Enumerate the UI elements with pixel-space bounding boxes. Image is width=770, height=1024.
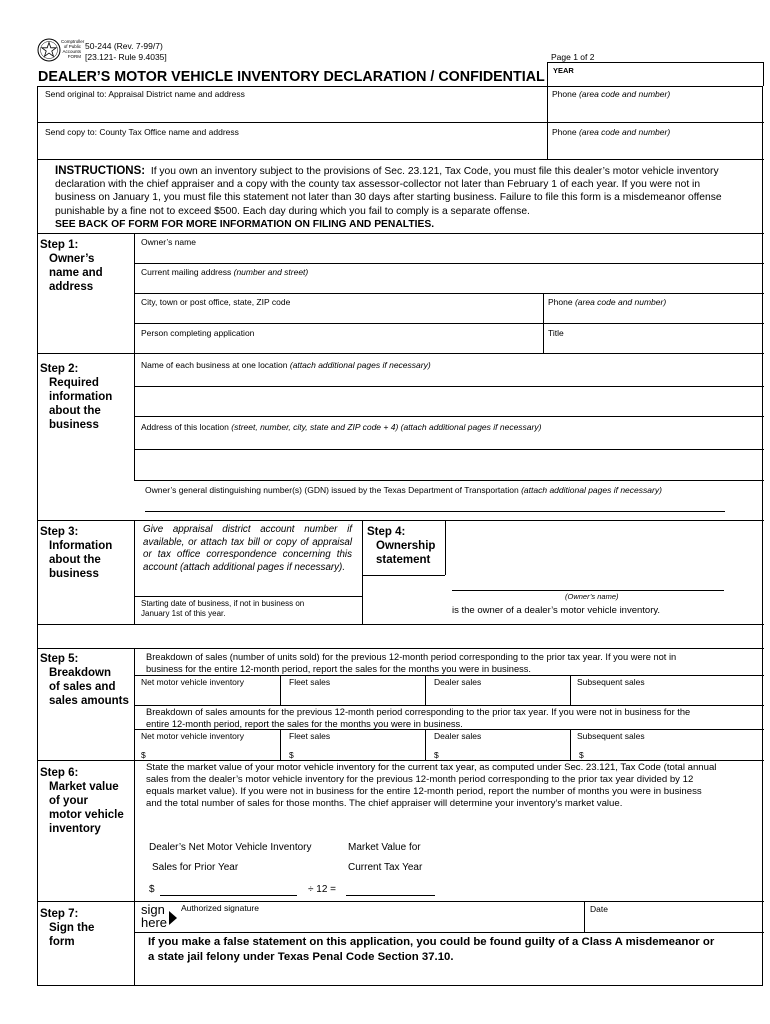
step6-heading <box>40 766 124 836</box>
phone-text: Phone <box>552 127 577 137</box>
paragraph-line: equals market value). If you were not in business for the entire 12-month period, report the number of months you were in business <box>146 786 702 797</box>
seal-line: of Public <box>63 44 81 49</box>
form-title: DEALER’S MOTOR VEHICLE INVENTORY DECLARATION / CONFIDENTIAL <box>38 69 545 85</box>
step-title: Step 7: <box>40 908 79 920</box>
paragraph-line: Breakdown of sales (number of units sold) for the previous 12-month period corresponding to the prior tax year. If you were not in <box>146 652 677 662</box>
step-line: Required <box>49 377 99 389</box>
false-statement-warning <box>148 935 714 964</box>
units-net-inventory-label: Net motor vehicle inventory <box>141 677 244 687</box>
step-title: Step 6: <box>40 767 79 779</box>
year-label: YEAR <box>553 66 574 75</box>
step1-heading <box>40 238 103 294</box>
starting-date-field[interactable] <box>260 598 360 622</box>
step5-heading <box>40 652 129 708</box>
units-subsequent-sales-label: Subsequent sales <box>577 677 645 687</box>
business-name-label <box>141 360 431 370</box>
city-state-zip-field[interactable] <box>137 308 541 322</box>
units-fleet-sales-label: Fleet sales <box>289 677 331 687</box>
sales-amounts-instructions <box>146 706 690 730</box>
net-inventory-sales-label <box>149 838 312 878</box>
paragraph-line: State the market value of your motor vehicle inventory for the current tax year, as computed under Sec. 23.121, Tax Code (total annual <box>146 762 717 773</box>
prior-year-sales-field[interactable] <box>160 881 297 895</box>
title-label: Title <box>548 328 564 338</box>
date-label: Date <box>590 904 608 914</box>
dollar-sign: $ <box>434 750 439 760</box>
gdn-hint: (attach additional pages if necessary) <box>521 485 662 495</box>
seal-line: FORM <box>67 54 81 59</box>
owners-name-field[interactable] <box>137 248 761 262</box>
step-line: Owner’s <box>49 253 95 265</box>
paragraph-line: and the total number of sales for those months. The chief appraiser will determine your inventory’s market value. <box>146 798 623 809</box>
mailing-address-field[interactable] <box>137 278 761 292</box>
step-title: Step 5: <box>40 653 79 665</box>
step-line: of sales and <box>49 681 116 693</box>
owner-name-statement-field[interactable] <box>452 572 724 589</box>
location-address-label <box>141 422 541 432</box>
step-line: sales amounts <box>49 695 129 707</box>
step4-heading <box>367 525 435 567</box>
ownership-statement-text: is the owner of a dealer’s motor vehicle inventory. <box>452 605 661 616</box>
amount-dealer-sales-field[interactable] <box>441 743 568 759</box>
amount-subsequent-sales-field[interactable] <box>586 743 762 759</box>
see-back-notice: SEE BACK OF FORM FOR MORE INFORMATION ON FILING AND PENALTIES. <box>55 218 435 230</box>
owners-name-label: Owner’s name <box>141 237 196 247</box>
starting-date-line: January 1st of this year. <box>141 609 226 618</box>
mailing-text: Current mailing address <box>141 267 232 277</box>
step-line: name and <box>49 267 103 279</box>
step-line: business <box>49 568 99 580</box>
sales-units-instructions <box>146 651 676 675</box>
sign-here-marker <box>141 903 167 929</box>
step-title: Step 2: <box>40 363 79 375</box>
market-value-label <box>348 838 422 878</box>
amount-fleet-sales-label: Fleet sales <box>289 731 331 741</box>
year-field[interactable] <box>548 63 764 86</box>
location-address-text: Address of this location <box>141 422 229 432</box>
account-number-instructions: Give appraisal district account number if available, or attach tax bill or copy of appraisal or tax office correspondence concerning this account (attach additional pages if necessary). <box>143 524 352 573</box>
step-line: statement <box>376 554 431 566</box>
amount-net-inventory-field[interactable] <box>148 743 278 759</box>
business-name-text: Name of each business at one location <box>141 360 288 370</box>
comptroller-seal-icon <box>37 38 61 62</box>
sign-text: sign <box>141 902 165 917</box>
units-dealer-sales-label: Dealer sales <box>434 677 482 687</box>
step-line: Ownership <box>376 540 436 552</box>
step-line: Breakdown <box>49 667 111 679</box>
dollar-sign: $ <box>141 750 146 760</box>
dollar-sign: $ <box>289 750 294 760</box>
step-line: Market value <box>49 781 119 793</box>
starting-date-line: Starting date of business, if not in business on <box>141 599 305 608</box>
rule-reference: [23.121- Rule 9.4035] <box>85 52 167 62</box>
step7-heading <box>40 907 94 949</box>
page-number: Page 1 of 2 <box>551 52 595 62</box>
arrow-right-icon <box>169 911 177 925</box>
divide-by-twelve: ÷ 12 = <box>308 884 337 895</box>
step-line: business <box>49 419 99 431</box>
phone-hint: (area code and number) <box>574 297 667 307</box>
amount-fleet-sales-field[interactable] <box>296 743 423 759</box>
step-line: motor vehicle <box>49 809 124 821</box>
phone-hint: (area code and number) <box>578 89 671 99</box>
mailing-address-label <box>141 267 308 277</box>
units-dealer-sales-field[interactable] <box>428 688 568 704</box>
city-state-zip-label: City, town or post office, state, ZIP code <box>141 297 291 307</box>
seal-caption <box>61 39 85 59</box>
send-original-phone-label <box>552 89 670 99</box>
send-copy-label: Send copy to: County Tax Office name and address <box>45 127 239 137</box>
step1-phone-label <box>548 297 666 307</box>
units-subsequent-sales-field[interactable] <box>573 688 762 704</box>
person-completing-field[interactable] <box>137 339 541 352</box>
form-number: 50-244 (Rev. 7-99/7) <box>85 41 163 51</box>
send-original-label: Send original to: Appraisal District name and address <box>45 89 245 99</box>
location-address-field[interactable] <box>137 450 761 478</box>
label-line: Dealer’s Net Motor Vehicle Inventory <box>149 842 312 853</box>
send-copy-phone-label <box>552 127 670 137</box>
step-line: about the <box>49 554 101 566</box>
business-name-hint: (attach additional pages if necessary) <box>289 360 431 370</box>
seal-line: Accounts <box>62 49 81 54</box>
label-line: Market Value for <box>348 842 421 853</box>
amount-net-inventory-label: Net motor vehicle inventory <box>141 731 244 741</box>
here-text: here <box>141 915 168 930</box>
phone-text: Phone <box>552 89 577 99</box>
appraisal-district-field[interactable] <box>40 100 545 120</box>
mailing-hint: (number and street) <box>233 267 309 277</box>
step-line: Information <box>49 540 113 552</box>
phone-text: Phone <box>548 297 573 307</box>
warning-line: a state jail felony under Texas Penal Code Section 37.10. <box>148 950 454 963</box>
instructions-text: If you own an inventory subject to the provisions of Sec. 23.121, Tax Code, you must file this dealer’s motor vehicle inventory declaration with the chief appraiser and a copy with the county tax assessor-collector not later than February 1 of each year. If you were not in business on January 1, you must file this statement not later than 30 days after starting business. Failure to file this form is a misdemeanor offense punishable by a fine not to exceed $500. Each day during which you fail to comply is a separate offense. <box>55 166 722 217</box>
step-line: information <box>49 391 113 403</box>
label-line: Sales for Prior Year <box>152 862 239 873</box>
step-line: of your <box>49 795 88 807</box>
step2-heading <box>40 362 112 432</box>
step-title: Step 3: <box>40 526 79 538</box>
date-field[interactable] <box>587 914 762 930</box>
step1-phone-field[interactable] <box>546 308 761 322</box>
step-line: about the <box>49 405 101 417</box>
authorized-signature-label: Authorized signature <box>181 903 259 913</box>
authorized-signature-field[interactable] <box>180 914 582 930</box>
dollar-sign: $ <box>579 750 584 760</box>
step-line: Sign the <box>49 922 95 934</box>
dollar-sign: $ <box>149 884 155 895</box>
step-line: inventory <box>49 823 101 835</box>
location-address-hint: (street, number, city, state and ZIP code + 4) (attach additional pages if necessary) <box>231 422 542 432</box>
seal-line: Comptroller <box>61 39 85 44</box>
phone-hint: (area code and number) <box>578 127 671 137</box>
business-name-field[interactable] <box>137 387 761 415</box>
owner-name-caption: (Owner’s name) <box>565 592 619 601</box>
paragraph-line: entire 12-month period, report the sales for the months you were in business. <box>146 719 463 729</box>
gdn-label <box>145 485 662 495</box>
title-field[interactable] <box>546 339 761 352</box>
step-line: form <box>49 936 75 948</box>
units-net-inventory-field[interactable] <box>137 688 278 704</box>
units-fleet-sales-field[interactable] <box>283 688 423 704</box>
instructions-heading: INSTRUCTIONS: <box>55 165 146 177</box>
paragraph-line: sales from the dealer’s motor vehicle inventory for the previous 12-month period corresponding to the prior tax year divided by 12 <box>146 774 694 785</box>
market-value-instructions <box>146 762 716 810</box>
gdn-field[interactable] <box>145 497 725 511</box>
paragraph-line: Breakdown of sales amounts for the previous 12-month period corresponding to the prior tax year. If you were not in business for the <box>146 707 691 717</box>
amount-dealer-sales-label: Dealer sales <box>434 731 482 741</box>
account-number-field[interactable] <box>137 576 359 594</box>
market-value-field[interactable] <box>346 881 435 895</box>
county-tax-office-field[interactable] <box>40 138 545 158</box>
instructions <box>55 165 729 231</box>
paragraph-line: business for the entire 12-month period, report the sales for the months you were in business. <box>146 664 531 674</box>
person-completing-label: Person completing application <box>141 328 255 338</box>
warning-line: If you make a false statement on this application, you could be found guilty of a Class A misdemeanor or <box>148 936 715 948</box>
gdn-text: Owner’s general distinguishing number(s) (GDN) issued by the Texas Department of Transportation <box>145 485 519 495</box>
amount-subsequent-sales-label: Subsequent sales <box>577 731 645 741</box>
step-title: Step 1: <box>40 239 79 251</box>
label-line: Current Tax Year <box>348 862 423 873</box>
step-title: Step 4: <box>367 526 406 538</box>
step3-heading <box>40 525 112 581</box>
step-line: address <box>49 281 94 293</box>
